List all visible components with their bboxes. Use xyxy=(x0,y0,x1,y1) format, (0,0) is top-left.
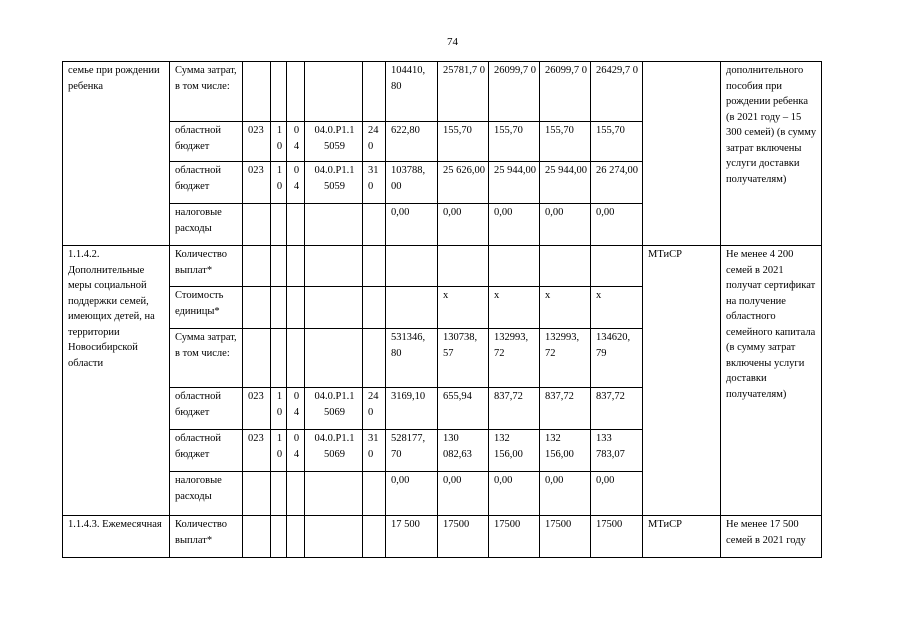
vr-cell xyxy=(363,516,386,558)
csr-cell xyxy=(305,516,363,558)
indicator-cell: областной бюджет xyxy=(170,388,243,430)
vr-cell xyxy=(363,62,386,122)
indicator-cell: Количество выплат* xyxy=(170,516,243,558)
grbs-cell xyxy=(243,329,271,388)
value-cell: 0,00 xyxy=(540,472,591,516)
value-cell: 622,80 xyxy=(386,122,438,162)
vr-cell xyxy=(363,329,386,388)
grbs-cell: 023 xyxy=(243,162,271,204)
value-cell: 0,00 xyxy=(386,204,438,246)
value-cell: 103788, 00 xyxy=(386,162,438,204)
value-cell: 26429,7 0 xyxy=(591,62,643,122)
csr-cell xyxy=(305,287,363,329)
program-table xyxy=(62,61,822,558)
csr-cell: 04.0.P1.1 5059 xyxy=(305,162,363,204)
value-cell: 837,72 xyxy=(489,388,540,430)
pr-cell xyxy=(287,516,305,558)
rz-cell xyxy=(271,246,287,287)
value-cell: 25 944,00 xyxy=(540,162,591,204)
csr-cell xyxy=(305,472,363,516)
value-cell: 25781,7 0 xyxy=(438,62,489,122)
rz-cell: 1 0 xyxy=(271,388,287,430)
grbs-cell xyxy=(243,246,271,287)
grbs-cell xyxy=(243,204,271,246)
value-cell: 17500 xyxy=(489,516,540,558)
csr-cell: 04.0.P1.1 5069 xyxy=(305,388,363,430)
value-cell: 3169,10 xyxy=(386,388,438,430)
value-cell: 17500 xyxy=(540,516,591,558)
table-row xyxy=(63,62,822,122)
value-cell: 17 500 xyxy=(386,516,438,558)
value-cell: 528177, 70 xyxy=(386,430,438,472)
grbs-cell xyxy=(243,287,271,329)
value-cell: 25 626,00 xyxy=(438,162,489,204)
rz-cell xyxy=(271,204,287,246)
value-cell xyxy=(386,287,438,329)
pr-cell xyxy=(287,246,305,287)
value-cell: 155,70 xyxy=(438,122,489,162)
pr-cell xyxy=(287,329,305,388)
indicator-cell: налоговые расходы xyxy=(170,472,243,516)
value-cell: 0,00 xyxy=(540,204,591,246)
csr-cell xyxy=(305,204,363,246)
value-cell: 26099,7 0 xyxy=(489,62,540,122)
result-cell: дополнительного пособия при рождении ребенка (в 2021 году – 15 300 семей) (в сумму затрат включены услуги доставки получателям) xyxy=(721,62,822,246)
value-cell: 0,00 xyxy=(489,472,540,516)
indicator-cell: Сумма затрат, в том числе: xyxy=(170,329,243,388)
value-cell: 17500 xyxy=(591,516,643,558)
value-cell: 26 274,00 xyxy=(591,162,643,204)
rz-cell xyxy=(271,516,287,558)
value-cell: 155,70 xyxy=(489,122,540,162)
indicator-cell: областной бюджет xyxy=(170,430,243,472)
value-cell: x xyxy=(540,287,591,329)
value-cell: 17500 xyxy=(438,516,489,558)
value-cell: 26099,7 0 xyxy=(540,62,591,122)
grbs-cell: 023 xyxy=(243,388,271,430)
csr-cell: 04.0.P1.1 5069 xyxy=(305,430,363,472)
rz-cell: 1 0 xyxy=(271,430,287,472)
value-cell: 104410, 80 xyxy=(386,62,438,122)
pr-cell: 0 4 xyxy=(287,162,305,204)
rz-cell: 1 0 xyxy=(271,122,287,162)
indicator-cell: Сумма затрат, в том числе: xyxy=(170,62,243,122)
value-cell: 837,72 xyxy=(540,388,591,430)
event-cell: 1.1.4.3. Ежемесячная xyxy=(63,516,170,558)
vr-cell: 24 0 xyxy=(363,122,386,162)
grbs-cell xyxy=(243,62,271,122)
value-cell xyxy=(438,246,489,287)
grbs-cell: 023 xyxy=(243,122,271,162)
value-cell: x xyxy=(591,287,643,329)
value-cell: 655,94 xyxy=(438,388,489,430)
value-cell: 837,72 xyxy=(591,388,643,430)
value-cell: 155,70 xyxy=(540,122,591,162)
value-cell: 155,70 xyxy=(591,122,643,162)
rz-cell xyxy=(271,62,287,122)
grbs-cell: 023 xyxy=(243,430,271,472)
rz-cell: 1 0 xyxy=(271,162,287,204)
vr-cell xyxy=(363,287,386,329)
value-cell: 0,00 xyxy=(386,472,438,516)
pr-cell: 0 4 xyxy=(287,430,305,472)
csr-cell xyxy=(305,62,363,122)
page-number: 74 xyxy=(447,36,458,48)
value-cell: 132993, 72 xyxy=(540,329,591,388)
value-cell: 132 156,00 xyxy=(540,430,591,472)
vr-cell: 31 0 xyxy=(363,162,386,204)
value-cell xyxy=(489,246,540,287)
rz-cell xyxy=(271,472,287,516)
value-cell xyxy=(386,246,438,287)
value-cell: 25 944,00 xyxy=(489,162,540,204)
vr-cell: 31 0 xyxy=(363,430,386,472)
vr-cell xyxy=(363,204,386,246)
result-cell: Не менее 17 500 семей в 2021 году xyxy=(721,516,822,558)
event-cell: 1.1.4.2. Дополнительные меры социальной поддержки семей, имеющих детей, на территории Новосибирской области xyxy=(63,246,170,516)
table-row xyxy=(63,516,822,558)
executor-cell: МТиСР xyxy=(643,246,721,516)
vr-cell xyxy=(363,472,386,516)
indicator-cell: Стоимость единицы* xyxy=(170,287,243,329)
pr-cell xyxy=(287,472,305,516)
grbs-cell xyxy=(243,516,271,558)
table-row xyxy=(63,246,822,287)
csr-cell xyxy=(305,329,363,388)
value-cell: 0,00 xyxy=(489,204,540,246)
value-cell: 134620, 79 xyxy=(591,329,643,388)
vr-cell: 24 0 xyxy=(363,388,386,430)
executor-cell: МТиСР xyxy=(643,516,721,558)
result-cell: Не менее 4 200 семей в 2021 получат сертификат на получение областного семейного капитала (в сумму затрат включены услуги доставки получателям) xyxy=(721,246,822,516)
value-cell: 132 156,00 xyxy=(489,430,540,472)
value-cell: 531346, 80 xyxy=(386,329,438,388)
indicator-cell: областной бюджет xyxy=(170,162,243,204)
csr-cell xyxy=(305,246,363,287)
pr-cell xyxy=(287,287,305,329)
csr-cell: 04.0.P1.1 5059 xyxy=(305,122,363,162)
value-cell xyxy=(591,246,643,287)
rz-cell xyxy=(271,287,287,329)
value-cell: 130 082,63 xyxy=(438,430,489,472)
value-cell: 0,00 xyxy=(438,472,489,516)
value-cell: x xyxy=(438,287,489,329)
value-cell: 130738, 57 xyxy=(438,329,489,388)
pr-cell: 0 4 xyxy=(287,122,305,162)
event-cell: семье при рождении ребенка xyxy=(63,62,170,246)
indicator-cell: областной бюджет xyxy=(170,122,243,162)
pr-cell xyxy=(287,204,305,246)
indicator-cell: налоговые расходы xyxy=(170,204,243,246)
value-cell: 0,00 xyxy=(438,204,489,246)
executor-cell xyxy=(643,62,721,246)
value-cell xyxy=(540,246,591,287)
pr-cell: 0 4 xyxy=(287,388,305,430)
vr-cell xyxy=(363,246,386,287)
pr-cell xyxy=(287,62,305,122)
grbs-cell xyxy=(243,472,271,516)
value-cell: x xyxy=(489,287,540,329)
value-cell: 0,00 xyxy=(591,204,643,246)
rz-cell xyxy=(271,329,287,388)
value-cell: 0,00 xyxy=(591,472,643,516)
value-cell: 133 783,07 xyxy=(591,430,643,472)
value-cell: 132993, 72 xyxy=(489,329,540,388)
indicator-cell: Количество выплат* xyxy=(170,246,243,287)
